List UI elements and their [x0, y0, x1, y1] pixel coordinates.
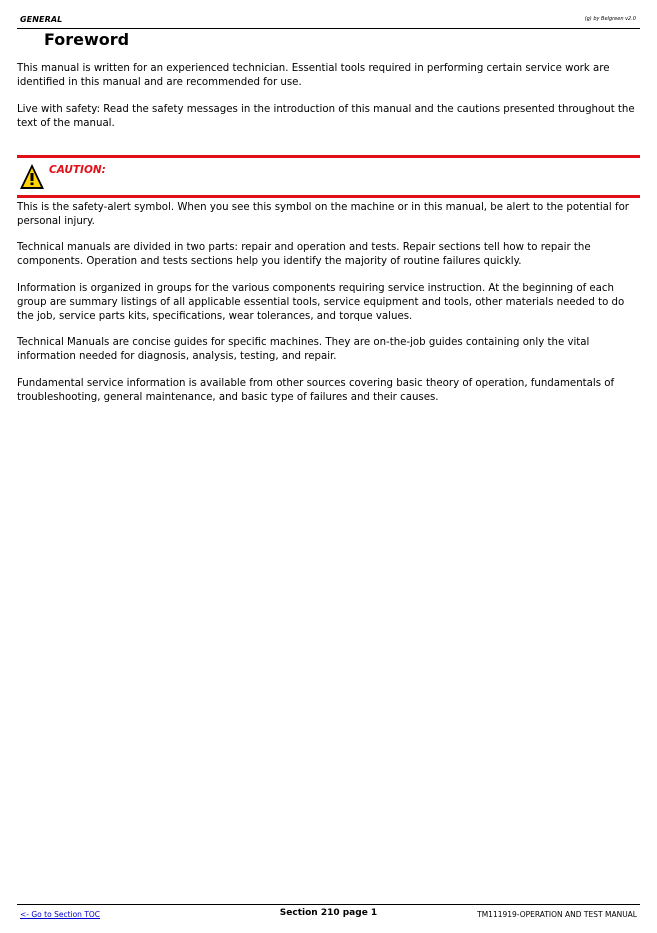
- intro-paragraph-2: Live with safety: Read the safety messages in the introduction of this manual and the cautions presented throughout the text of the manual.: [17, 104, 635, 129]
- body-paragraph-4: Technical Manuals are concise guides for specific machines. They are on-the-job guides containing only the vital information needed for diagnosis, analysis, testing, and repair.: [17, 337, 590, 362]
- caution-label: CAUTION:: [49, 164, 106, 176]
- section-label: GENERAL: [20, 15, 63, 24]
- go-to-section-toc-link[interactable]: <- Go to Section TOC: [20, 910, 101, 919]
- credit-text: (g) by Belgreen v2.0: [584, 16, 636, 22]
- page-header: [17, 14, 640, 29]
- intro-paragraph-1: This manual is written for an experienced technician. Essential tools required in performing certain service work are identified in this manual and are recommended for use.: [17, 63, 610, 88]
- page-footer: [17, 904, 640, 921]
- page-title: Foreword: [44, 30, 130, 49]
- body-paragraph-5: Fundamental service information is available from other sources covering basic theory of operation, fundamentals of troubleshooting, general maintenance, and basic type of failures and their causes.: [17, 378, 615, 403]
- body-paragraph-3: Information is organized in groups for the various components requiring service instruction. At the beginning of each group are summary listings of all applicable essential tools, service equipment and tools, other materials needed to do the job, service parts kits, specifications, wear tolerances, and torque values.: [17, 283, 625, 322]
- manual-id: TM111919-OPERATION AND TEST MANUAL: [477, 910, 637, 919]
- warning-triangle-icon: [19, 163, 45, 191]
- body-paragraph-2: Technical manuals are divided in two parts: repair and operation and tests. Repair sections tell how to repair the components. Operation and tests sections help you identify the majority of routine failures quickly.: [17, 242, 591, 267]
- caution-bottom-rule: [17, 195, 640, 198]
- page-number: Section 210 page 1: [279, 908, 378, 918]
- caution-top-rule: [17, 155, 640, 158]
- body-paragraph-1: This is the safety-alert symbol. When you see this symbol on the machine or in this manual, be alert to the potential for personal injury.: [17, 202, 629, 227]
